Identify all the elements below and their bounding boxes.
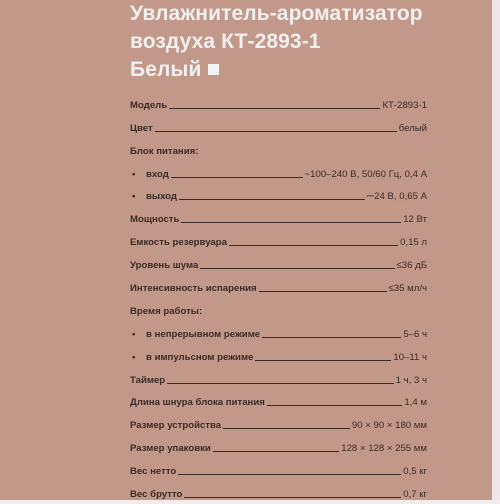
bullet-icon: • [132,191,136,203]
leader-line [229,245,398,246]
leader-line [171,177,303,178]
spec-label-text: Мощность [130,214,180,226]
spec-value: ~100–240 В, 50/60 Гц, 0,4 А [304,168,427,180]
spec-value: 0,7 кг [403,489,427,501]
title-line-3 [130,56,423,84]
spec-label-text: Интенсивность испарения [130,283,257,295]
spec-label-text: Емкость резервуара [130,237,227,249]
spec-row [130,138,427,161]
spec-label [130,169,169,180]
spec-row [130,390,427,413]
spec-table [130,92,427,504]
spec-label [130,260,198,271]
spec-value: 5–6 ч [403,328,427,340]
spec-label [130,329,260,340]
spec-label-text: Размер устройства [130,420,222,432]
spec-label-text: Уровень шума [130,260,199,272]
page-edge [492,0,500,500]
spec-label [130,100,167,111]
spec-value: ≤36 дБ [396,260,427,272]
spec-value: 0,5 кг [403,466,427,478]
spec-row [130,412,427,435]
spec-label [130,375,165,386]
spec-value: 128 × 128 × 255 мм [341,443,427,455]
spec-row [130,481,427,504]
spec-label [130,352,253,363]
spec-row [130,252,427,275]
leader-line [262,337,401,338]
spec-row [130,184,427,207]
spec-row [130,206,427,229]
spec-label-text: Вес нетто [130,466,177,478]
spec-value: 90 × 90 × 180 мм [351,420,427,432]
spec-label-text: Цвет [130,122,153,134]
spec-row [130,92,427,115]
leader-line [178,474,401,475]
spec-row [130,298,427,321]
spec-label-text: Модель [130,99,168,111]
spec-value: 12 Вт [403,214,427,226]
spec-label-text: вход [146,168,169,180]
bullet-icon: • [132,168,136,180]
spec-label-text: Длина шнура блока питания [130,397,265,409]
leader-line [255,360,391,361]
spec-label [130,443,211,454]
spec-label [130,489,182,500]
leader-line [259,291,387,292]
leader-line [181,222,401,223]
spec-label [130,237,227,248]
spec-label [130,466,176,477]
spec-label [130,283,257,294]
spec-value: ≤35 мл/ч [388,283,427,295]
spec-label-text: Таймер [130,374,166,386]
spec-value: КТ-2893-1 [382,99,427,111]
spec-value: 0,15 л [400,237,427,249]
product-title [130,0,423,84]
spec-row [130,367,427,390]
spec-label-text: в непрерывном режиме [146,328,261,340]
title-line-1: Увлажнитель-ароматизатор [130,2,423,25]
spec-label [130,123,153,134]
bullet-icon: • [132,328,136,340]
spec-label-text: в импульсном режиме [146,351,254,363]
spec-label [130,306,202,317]
color-swatch-icon [208,64,219,75]
leader-line [179,199,365,200]
spec-value: белый [398,122,427,134]
spec-row [130,275,427,298]
spec-row [130,229,427,252]
spec-row [130,458,427,481]
spec-row [130,344,427,367]
bullet-icon: • [132,351,136,363]
leader-line [200,268,394,269]
spec-row [130,115,427,138]
leader-line [155,131,397,132]
spec-label-text: Размер упаковки [130,443,211,455]
spec-label-text: выход [146,191,178,203]
spec-label [130,214,179,225]
leader-line [167,383,394,384]
spec-label-text: Вес брутто [130,489,183,501]
spec-value: 1 ч, 3 ч [395,374,427,386]
title-line-2: воздуха КТ-2893-1 [130,30,321,53]
spec-row [130,435,427,458]
leader-line [184,497,401,498]
spec-label-text: Время работы: [130,305,203,317]
spec-label-text: Блок питания: [130,145,199,157]
leader-line [267,405,403,406]
leader-line [169,108,380,109]
spec-label [130,420,221,431]
spec-value: ⎓24 В, 0,65 А [366,191,427,203]
spec-label [130,397,265,408]
spec-value: 10–11 ч [393,351,427,363]
leader-line [223,428,350,429]
spec-row [130,321,427,344]
spec-row [130,161,427,184]
color-name: Белый [130,58,202,81]
leader-line [213,451,339,452]
spec-label [130,191,177,202]
spec-label [130,146,198,157]
spec-value: 1,4 м [404,397,427,409]
